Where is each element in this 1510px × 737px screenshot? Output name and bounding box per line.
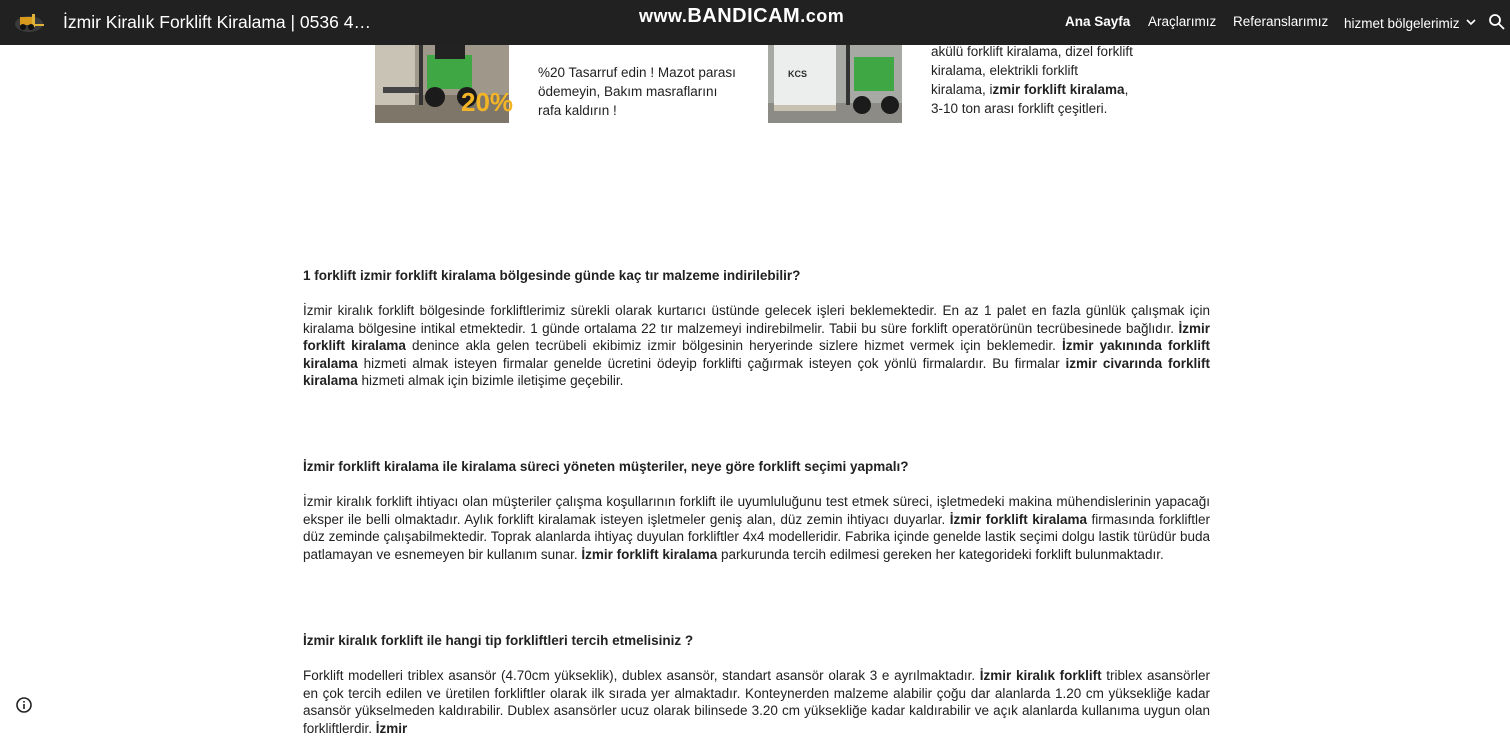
nav-item-regions[interactable] bbox=[1344, 14, 1476, 31]
discount-badge: 20% bbox=[461, 87, 514, 117]
forklift-pallet-image bbox=[768, 45, 902, 123]
card-text-forklift-types bbox=[931, 42, 1136, 118]
card-text-forklift-types-a: akülü forklift kiralama, dizel forklift kiralama, elektrikli forklift kiralama, i bbox=[931, 44, 1133, 97]
paragraph-bold-text: İzmir bbox=[375, 720, 408, 736]
paragraph-text: Forklift modelleri triblex asansör (4.70cm yükseklik), dublex asansör, standart asansör olarak 3 e ayrılmaktadır. bbox=[303, 668, 980, 683]
nav-item-home[interactable]: Ana Sayfa bbox=[1065, 14, 1131, 29]
card-text-forklift-types-c: , 3-10 ton arası forklift çeşitleri. bbox=[931, 82, 1129, 116]
paragraph-bold-text: İzmir kiralık forklift bbox=[979, 668, 1102, 683]
chevron-down-icon bbox=[1466, 14, 1476, 29]
paragraph-bold-text: İzmir yakınında forklift kiralama bbox=[303, 338, 1210, 371]
forklift-logo-icon[interactable] bbox=[14, 10, 48, 34]
site-title[interactable]: İzmir Kiralık Forklift Kiralama | 0536 4… bbox=[63, 12, 371, 32]
paragraph-text: İzmir kiralık forklift bölgesinde forkliftlerimiz sürekli olarak kurtarıcı üstünde gelecek işleri beklemektedir. En az 1 palet en fazla günlük çalışmak için kiralama bölgesine intikal etmektedir. 1 günde ortalama 22 tır malzemeyi indirebilmelir. Tabii bu süre forklift operatörünün tecrübesinede bağlıdır. bbox=[303, 303, 1210, 336]
pallet-label: KCS bbox=[788, 69, 808, 79]
section-heading-3: İzmir kiralık forklift ile hangi tip forkliftleri tercih etmelisiniz ? bbox=[303, 633, 694, 648]
top-app-bar bbox=[0, 0, 1510, 45]
paragraph-bold-text: İzmir forklift kiralama bbox=[949, 511, 1088, 527]
paragraph-text: İzmir kiralık forklift ihtiyacı olan müşteriler çalışma koşullarının forklift ile uyumluluğunu test etmek süreci, işletmedeki makina mühendislerinin yapacağı eksper ile belli olmaktadır. Aylık forklift kiralamak isteyen işletmeler geniş alan, düz zemin ihtiyacı duyarlar. bbox=[303, 494, 1210, 527]
paragraph-text: triblex asansörler en çok tercih edilen ve üretilen forkliftler olarak ilk sırada yer almaktadır. Konteynerden malzeme alabilir çoğu dar alanlarda 1.20 cm yüksekliğe kadar asansör yükselmeden kaldırabilir. Dublex asansörler ucuz olarak bilinsede 3.20 cm yüksekliğe kadar kaldırabilir ve açık alanlarda kullanıma uygun olan forkliftlerdir. bbox=[303, 668, 1211, 736]
watermark-brand: BANDICAM bbox=[687, 5, 801, 27]
paragraph-text: firmasında forkliftler düz zeminde çalışabilmektedir. Toprak alanlarda ihtiyaç duyulan forkliftler 4x4 modelleridir. Fabrika içinde genelde lastik seçimi dolgu lastik türüdür buda patlamayan ve esnemeyen bir kullanım sunar. bbox=[303, 511, 1210, 562]
recording-watermark bbox=[639, 5, 844, 28]
paragraph-text: parkurunda tercih edilmesi gereken her kategorideki forklift bulunmaktadır. bbox=[717, 546, 1164, 562]
section-paragraph-2 bbox=[303, 493, 1210, 563]
nav-item-references[interactable]: Referanslarımız bbox=[1233, 14, 1329, 29]
nav-item-tools[interactable]: Araçlarımız bbox=[1148, 14, 1217, 29]
paragraph-bold-text: İzmir forklift kiralama bbox=[581, 546, 718, 562]
search-icon[interactable] bbox=[1488, 13, 1506, 31]
section-heading-1: 1 forklift izmir forklift kiralama bölgesinde günde kaç tır malzeme indirilebilir? bbox=[303, 268, 801, 283]
paragraph-text: hizmeti almak isteyen firmalar genelde ücretini ödeyip forklifti çağırmak isteyen çok yönlü firmalardır. Bu firmalar bbox=[357, 355, 1066, 371]
card-text-savings: %20 Tasarruf edin ! Mazot parası ödemeyin, Bakım masraflarını rafa kaldırın ! bbox=[538, 65, 736, 118]
forklift-discount-image bbox=[375, 45, 514, 123]
paragraph-text: denince akla gelen tecrübeli ekibimiz izmir bölgesinin heryerinde sizlere hizmet vermek için beklemedir. bbox=[405, 338, 1062, 354]
section-heading-2: İzmir forklift kiralama ile kiralama süreci yöneten müşteriler, neye göre forklift seçimi yapmalı? bbox=[303, 459, 909, 474]
card-text-forklift-types-bold: zmir forklift kiralama bbox=[992, 82, 1125, 97]
watermark-prefix: www. bbox=[639, 6, 688, 26]
watermark-suffix: .com bbox=[800, 6, 845, 26]
nav-item-regions-label: hizmet bölgelerimiz bbox=[1344, 16, 1460, 31]
info-icon[interactable] bbox=[15, 696, 33, 714]
paragraph-bold-text: İzmir forklift kiralama bbox=[303, 320, 1210, 354]
section-paragraph-3 bbox=[303, 667, 1210, 737]
paragraph-text: hizmeti almak için bizimle iletişime geçebilir. bbox=[357, 373, 624, 389]
section-paragraph-1 bbox=[303, 302, 1210, 390]
paragraph-bold-text: izmir civarında forklift kiralama bbox=[303, 355, 1210, 389]
